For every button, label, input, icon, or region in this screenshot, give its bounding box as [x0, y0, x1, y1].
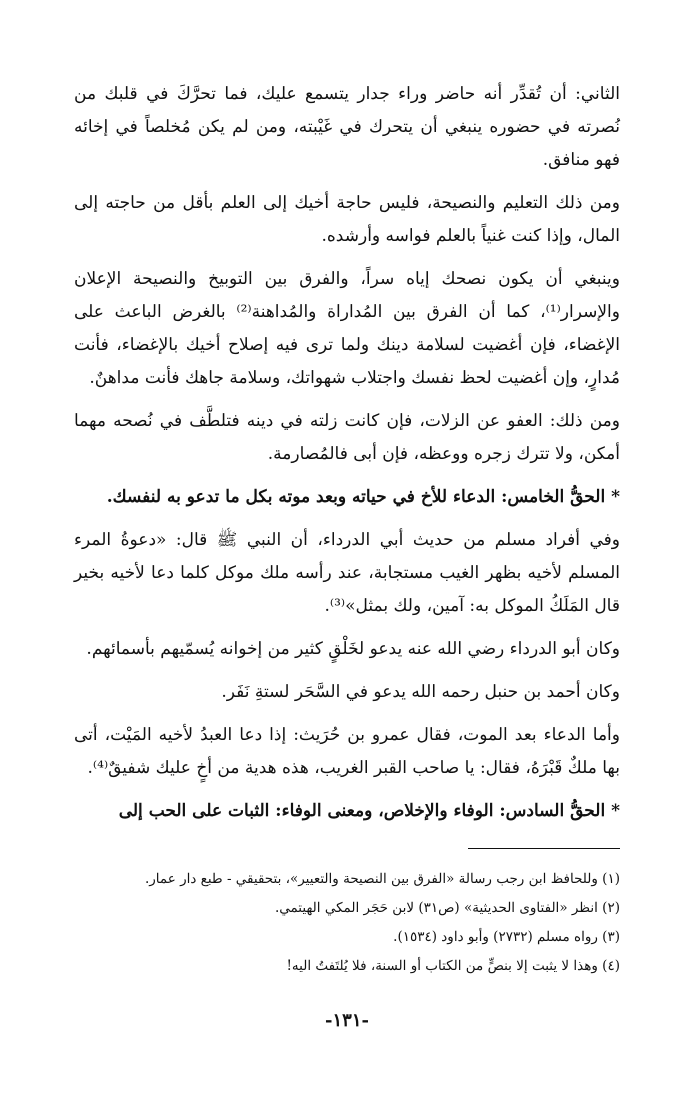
section-heading-paragraph: * الحقُّ الخامس: الدعاء للأخ في حياته وبعد موته بكل ما تدعو به لنفسك.: [106, 487, 620, 507]
page-number: -١٣١-: [325, 1010, 369, 1031]
footnote: (٢) انظر «الفتاوى الحديثية» (ص٣١) لابن حَجَر المكي الهيتمي.: [274, 900, 620, 916]
footnote: (٣) رواه مسلم (٢٧٣٢) وأبو داود (١٥٣٤).: [393, 929, 620, 945]
paragraph: وينبغي أن يكون نصحك إياه سراً، والفرق بين التوبيخ والنصيحة الإعلان والإسرار⁽¹⁾، كما أن الفرق بين المُداراة والمُداهنة⁽²⁾ بالغرض الباعث على الإغضاء، فإن أغضيت لسلامة دينك ولما ترى فيه إصلاح أخيك بالإغضاء، فأنت مُدارٍ، وإن أغضيت لحظ نفسك واجتلاب شهواتك، وسلامة جاهك فأنت مداهنٌ.: [74, 269, 620, 388]
paragraph: وكان أحمد بن حنبل رحمه الله يدعو في السَّحَر لستةِ نَفَر.: [221, 682, 620, 702]
paragraph: ومن ذلك: العفو عن الزلات، فإن كانت زلته في دينه فتلطَّف في نُصحه مهما أمكن، ولا تترك زجره ووعظه، فإن أبى فالمُصارمة.: [74, 411, 621, 464]
paragraph: وأما الدعاء بعد الموت، فقال عمرو بن حُرَيث: إذا دعا العبدُ لأخيه المَيْت، أتى بها ملكٌ قَبْرَهُ، فقال: يا صاحب القبر الغريب، هذه هدية من أخٍ عليك شفيقٌ⁽⁴⁾.: [74, 725, 620, 778]
paragraph: ومن ذلك التعليم والنصيحة، فليس حاجة أخيك إلى العلم بأقل من حاجته إلى المال، وإذا كنت غنياً بالعلم فواسه وأرشده.: [74, 193, 620, 246]
footnote-divider: [468, 848, 620, 849]
footnotes: [74, 865, 620, 981]
paragraph: وكان أبو الدرداء رضي الله عنه يدعو لخَلْقٍ كثير من إخوانه يُسمّيهم بأسمائهم.: [86, 639, 620, 659]
footnote: (١) وللحافظ ابن رجب رسالة «الفرق بين النصيحة والتعيير»، بتحقيقي - طبع دار عمار.: [145, 871, 620, 887]
paragraph: الثاني: أن تُقدِّر أنه حاضر وراء جدار يتسمع عليك، فما تحرَّكَ في قلبك من نُصرته في حضوره ينبغي أن يتحرك في غَيْبته، ومن لم يكن مُخلصاً في إخائه فهو منافق.: [74, 84, 620, 170]
paragraph: وفي أفراد مسلم من حديث أبي الدرداء، أن النبي ﷺ قال: «دعوةُ المرء المسلم لأخيه بظهر الغيب مستجابة، عند رأسه ملك موكل كلما دعا لأخيه بخير قال المَلَكُ الموكل به: آمين، ولك بمثل»⁽³⁾.: [74, 530, 620, 616]
section-heading-paragraph: * الحقُّ السادس: الوفاء والإخلاص، ومعنى الوفاء: الثبات على الحب إلى: [118, 801, 620, 821]
main-text: [74, 78, 620, 838]
footnote: (٤) وهذا لا يثبت إلا بنصٍّ من الكتاب أو السنة، فلا يُلتَفتُ اليه!: [286, 958, 620, 974]
